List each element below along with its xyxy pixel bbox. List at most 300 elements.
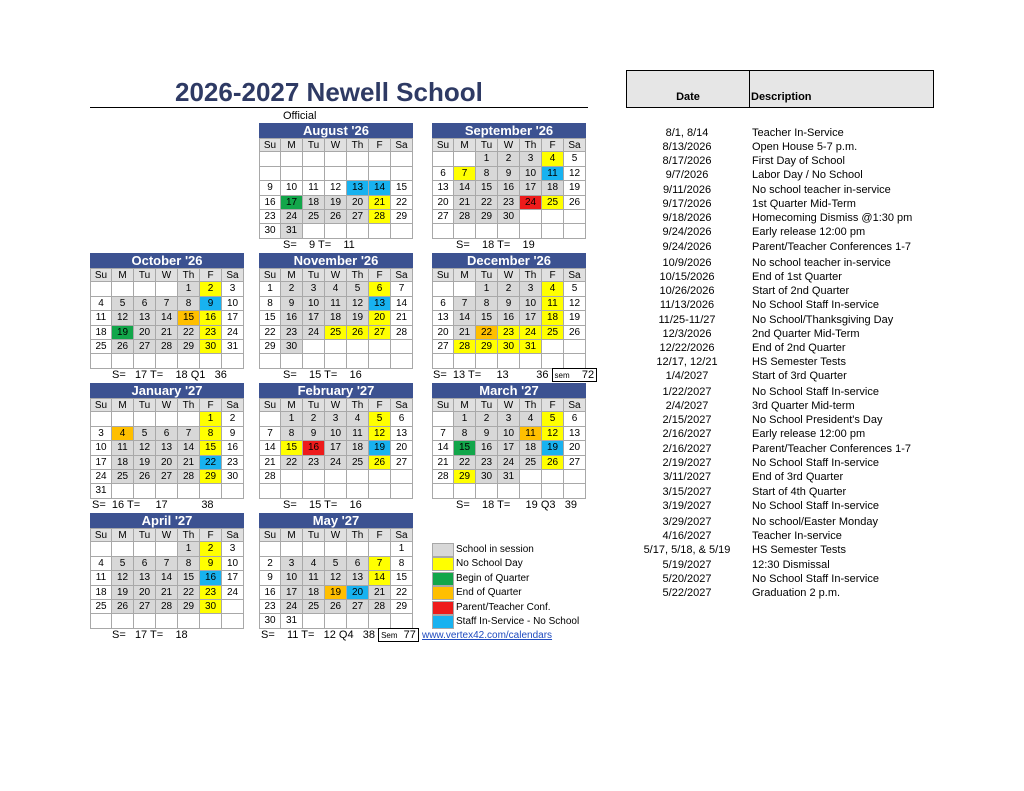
- day-cell: 28: [156, 600, 178, 614]
- day-cell: 9: [303, 427, 325, 441]
- month-title: January '27: [90, 383, 244, 398]
- day-cell: 26: [369, 456, 391, 470]
- day-cell: 27: [432, 340, 454, 354]
- day-cell: 2: [281, 282, 303, 296]
- weekday-label: Tu: [303, 398, 325, 412]
- day-cell: 23: [476, 456, 498, 470]
- events-date-header: Date: [627, 71, 750, 107]
- day-cell: 16: [222, 441, 244, 455]
- summary-september: S= 18 T= 19: [456, 239, 535, 251]
- weekday-label: Su: [259, 268, 281, 282]
- weekday-label: F: [200, 268, 222, 282]
- day-cell: 15: [391, 571, 413, 585]
- day-cell: 8: [178, 297, 200, 311]
- event-row: [626, 442, 1024, 456]
- day-cell: [432, 152, 454, 166]
- day-cell: [564, 340, 586, 354]
- day-cell: [325, 484, 347, 498]
- day-cell: 24: [222, 326, 244, 340]
- weekday-label: W: [498, 398, 520, 412]
- day-cell: [200, 614, 222, 628]
- day-cell: [303, 470, 325, 484]
- event-row: [626, 485, 1024, 499]
- legend-swatch: [432, 557, 454, 571]
- weekday-label: Sa: [391, 138, 413, 152]
- day-cell: 16: [498, 311, 520, 325]
- day-cell: [303, 224, 325, 238]
- day-cell: [178, 614, 200, 628]
- day-cell: [391, 167, 413, 181]
- day-cell: [369, 224, 391, 238]
- day-cell: 10: [222, 297, 244, 311]
- event-description: End of 1st Quarter: [752, 271, 842, 283]
- day-cell: 26: [112, 340, 134, 354]
- day-cell: 10: [498, 427, 520, 441]
- day-cell: 17: [281, 196, 303, 210]
- day-cell: 30: [281, 340, 303, 354]
- day-cell: 9: [259, 571, 281, 585]
- day-cell: 25: [90, 340, 112, 354]
- day-cell: 26: [325, 210, 347, 224]
- event-date: 5/17, 5/18, & 5/19: [643, 544, 731, 556]
- day-cell: [347, 542, 369, 556]
- day-cell: 25: [542, 196, 564, 210]
- day-cell: 22: [281, 456, 303, 470]
- day-cell: 20: [391, 441, 413, 455]
- day-cell: [90, 354, 112, 368]
- day-cell: 13: [134, 571, 156, 585]
- day-cell: 15: [281, 441, 303, 455]
- event-row: [626, 385, 1024, 399]
- day-cell: 8: [476, 297, 498, 311]
- day-cell: 23: [303, 456, 325, 470]
- day-cell: [347, 224, 369, 238]
- month-calendar: [432, 123, 586, 239]
- event-date: 12/17, 12/21: [656, 356, 718, 368]
- event-description: First Day of School: [752, 155, 845, 167]
- day-cell: 2: [476, 412, 498, 426]
- day-cell: 6: [134, 557, 156, 571]
- day-cell: [325, 224, 347, 238]
- day-cell: [303, 167, 325, 181]
- month-title: October '26: [90, 253, 244, 268]
- day-cell: 26: [134, 470, 156, 484]
- day-cell: [542, 210, 564, 224]
- month-grid: [432, 268, 586, 369]
- day-cell: [200, 354, 222, 368]
- day-cell: 19: [112, 326, 134, 340]
- day-cell: 1: [476, 152, 498, 166]
- day-cell: 6: [369, 282, 391, 296]
- day-cell: [112, 542, 134, 556]
- month-calendar: [90, 383, 244, 499]
- day-cell: 26: [347, 326, 369, 340]
- day-cell: 1: [281, 412, 303, 426]
- day-cell: 9: [259, 181, 281, 195]
- day-cell: 25: [112, 470, 134, 484]
- day-cell: [369, 354, 391, 368]
- event-row: [626, 126, 1024, 140]
- event-description: No school/Easter Monday: [752, 516, 878, 528]
- day-cell: 14: [454, 311, 476, 325]
- weekday-label: M: [281, 398, 303, 412]
- event-row: [626, 586, 1024, 600]
- day-cell: 18: [520, 441, 542, 455]
- day-cell: 27: [391, 456, 413, 470]
- day-cell: 7: [391, 282, 413, 296]
- day-cell: [90, 282, 112, 296]
- day-cell: [281, 484, 303, 498]
- event-row: [626, 341, 1024, 355]
- day-cell: 28: [391, 326, 413, 340]
- day-cell: 30: [498, 210, 520, 224]
- day-cell: [303, 484, 325, 498]
- day-cell: 21: [259, 456, 281, 470]
- day-cell: 7: [156, 297, 178, 311]
- weekday-label: M: [454, 138, 476, 152]
- weekday-label: Sa: [222, 528, 244, 542]
- day-cell: [520, 470, 542, 484]
- event-date: 10/26/2026: [659, 285, 715, 297]
- day-cell: 17: [90, 456, 112, 470]
- day-cell: 22: [476, 196, 498, 210]
- day-cell: [454, 224, 476, 238]
- weekday-label: Th: [347, 268, 369, 282]
- day-cell: 10: [520, 297, 542, 311]
- day-cell: [391, 340, 413, 354]
- weekday-label: M: [112, 398, 134, 412]
- month-grid: [432, 138, 586, 239]
- day-cell: 9: [222, 427, 244, 441]
- event-row: [626, 413, 1024, 427]
- day-cell: 16: [200, 311, 222, 325]
- day-cell: 29: [259, 340, 281, 354]
- event-description: Parent/Teacher Conferences 1-7: [752, 241, 911, 253]
- summary-october: S= 17 T= 18 Q1 36: [112, 369, 227, 381]
- weekday-label: F: [542, 398, 564, 412]
- day-cell: 25: [347, 456, 369, 470]
- day-cell: 27: [134, 600, 156, 614]
- day-cell: [259, 542, 281, 556]
- event-date: 9/24/2026: [662, 241, 712, 253]
- day-cell: 19: [564, 181, 586, 195]
- event-date: 2/16/2027: [662, 428, 712, 440]
- day-cell: [347, 484, 369, 498]
- day-cell: [112, 484, 134, 498]
- day-cell: 9: [498, 167, 520, 181]
- day-cell: 20: [347, 586, 369, 600]
- weekday-label: Tu: [134, 528, 156, 542]
- day-cell: 17: [520, 311, 542, 325]
- weekday-label: W: [325, 138, 347, 152]
- day-cell: [112, 354, 134, 368]
- day-cell: [303, 152, 325, 166]
- weekday-label: F: [369, 268, 391, 282]
- summary-january: S= 16 T= 17 38: [92, 499, 214, 511]
- day-cell: [134, 354, 156, 368]
- day-cell: 31: [498, 470, 520, 484]
- weekday-label: M: [112, 268, 134, 282]
- day-cell: 18: [90, 326, 112, 340]
- day-cell: 24: [325, 456, 347, 470]
- day-cell: 24: [303, 326, 325, 340]
- day-cell: 20: [369, 311, 391, 325]
- day-cell: 5: [112, 297, 134, 311]
- event-description: Start of 4th Quarter: [752, 486, 847, 498]
- event-description: No School Staff In-service: [752, 299, 879, 311]
- day-cell: 24: [520, 196, 542, 210]
- day-cell: [391, 484, 413, 498]
- month-calendar: [259, 513, 413, 629]
- day-cell: 13: [432, 311, 454, 325]
- event-description: 1st Quarter Mid-Term: [752, 198, 856, 210]
- day-cell: 9: [498, 297, 520, 311]
- day-cell: 13: [369, 297, 391, 311]
- day-cell: 1: [178, 542, 200, 556]
- day-cell: [391, 470, 413, 484]
- month-grid: [259, 268, 413, 369]
- day-cell: 4: [347, 412, 369, 426]
- day-cell: [259, 412, 281, 426]
- weekday-label: Sa: [222, 268, 244, 282]
- event-row: [626, 284, 1024, 298]
- day-cell: 10: [520, 167, 542, 181]
- day-cell: 5: [325, 557, 347, 571]
- day-cell: [90, 614, 112, 628]
- day-cell: 4: [325, 282, 347, 296]
- event-description: Start of 3rd Quarter: [752, 370, 847, 382]
- event-date: 12/22/2026: [659, 342, 715, 354]
- weekday-label: Su: [259, 138, 281, 152]
- day-cell: 25: [303, 210, 325, 224]
- day-cell: 20: [134, 586, 156, 600]
- day-cell: [259, 167, 281, 181]
- day-cell: [347, 167, 369, 181]
- day-cell: 2: [498, 282, 520, 296]
- day-cell: 23: [498, 196, 520, 210]
- day-cell: 11: [520, 427, 542, 441]
- day-cell: [112, 412, 134, 426]
- day-cell: [432, 484, 454, 498]
- day-cell: 6: [432, 167, 454, 181]
- day-cell: 13: [347, 571, 369, 585]
- day-cell: 24: [498, 456, 520, 470]
- day-cell: 13: [564, 427, 586, 441]
- weekday-label: Sa: [564, 268, 586, 282]
- event-row: [626, 183, 1024, 197]
- weekday-label: Th: [347, 138, 369, 152]
- day-cell: [303, 340, 325, 354]
- day-cell: [454, 484, 476, 498]
- event-date: 2/19/2027: [662, 457, 712, 469]
- day-cell: 30: [200, 600, 222, 614]
- day-cell: 10: [222, 557, 244, 571]
- vertex42-link[interactable]: www.vertex42.com/calendars: [421, 630, 553, 641]
- weekday-label: M: [454, 268, 476, 282]
- day-cell: [564, 484, 586, 498]
- legend-swatch: [432, 586, 454, 600]
- day-cell: 24: [281, 600, 303, 614]
- day-cell: [564, 354, 586, 368]
- day-cell: 19: [325, 586, 347, 600]
- weekday-label: Sa: [564, 398, 586, 412]
- day-cell: 7: [156, 557, 178, 571]
- day-cell: 23: [200, 326, 222, 340]
- day-cell: [156, 412, 178, 426]
- day-cell: 26: [564, 196, 586, 210]
- event-description: No school teacher in-service: [752, 184, 891, 196]
- page-title: 2026-2027 Newell School: [175, 77, 483, 107]
- day-cell: 29: [476, 340, 498, 354]
- month-calendar: [259, 383, 413, 499]
- day-cell: [369, 484, 391, 498]
- day-cell: 15: [200, 441, 222, 455]
- day-cell: 6: [564, 412, 586, 426]
- weekday-label: Th: [347, 398, 369, 412]
- day-cell: 23: [498, 326, 520, 340]
- event-date: 9/17/2026: [662, 198, 712, 210]
- day-cell: [391, 224, 413, 238]
- day-cell: 31: [281, 224, 303, 238]
- day-cell: [542, 340, 564, 354]
- day-cell: 21: [178, 456, 200, 470]
- day-cell: 22: [200, 456, 222, 470]
- day-cell: 12: [564, 167, 586, 181]
- day-cell: 18: [347, 441, 369, 455]
- day-cell: 3: [222, 542, 244, 556]
- day-cell: 18: [542, 311, 564, 325]
- weekday-label: M: [281, 138, 303, 152]
- day-cell: 6: [432, 297, 454, 311]
- weekday-label: W: [325, 528, 347, 542]
- day-cell: 20: [134, 326, 156, 340]
- day-cell: 5: [134, 427, 156, 441]
- summary-december: S= 13 T= 13 36 sem 72: [433, 369, 597, 382]
- event-row: [626, 197, 1024, 211]
- day-cell: 28: [369, 210, 391, 224]
- day-cell: [178, 412, 200, 426]
- day-cell: [454, 354, 476, 368]
- day-cell: [369, 167, 391, 181]
- day-cell: [498, 484, 520, 498]
- day-cell: 1: [178, 282, 200, 296]
- event-description: Teacher In-service: [752, 530, 842, 542]
- events-description-header: Description: [751, 91, 812, 103]
- day-cell: 2: [303, 412, 325, 426]
- event-row: [626, 369, 1024, 383]
- day-cell: 6: [391, 412, 413, 426]
- day-cell: 4: [542, 152, 564, 166]
- day-cell: 12: [112, 311, 134, 325]
- day-cell: 19: [112, 586, 134, 600]
- day-cell: 17: [222, 571, 244, 585]
- day-cell: 7: [454, 297, 476, 311]
- weekday-label: Su: [259, 528, 281, 542]
- event-row: [626, 529, 1024, 543]
- event-row: [626, 499, 1024, 513]
- summary-november: S= 15 T= 16: [283, 369, 362, 381]
- day-cell: 30: [222, 470, 244, 484]
- day-cell: 9: [281, 297, 303, 311]
- day-cell: [391, 614, 413, 628]
- day-cell: [498, 354, 520, 368]
- day-cell: [347, 152, 369, 166]
- day-cell: 9: [200, 557, 222, 571]
- event-date: 8/17/2026: [662, 155, 712, 167]
- event-date: 5/22/2027: [662, 587, 712, 599]
- day-cell: 24: [222, 586, 244, 600]
- day-cell: 8: [454, 427, 476, 441]
- day-cell: [200, 484, 222, 498]
- day-cell: [112, 282, 134, 296]
- event-row: [626, 140, 1024, 154]
- day-cell: 11: [90, 311, 112, 325]
- event-date: 8/1, 8/14: [665, 127, 709, 139]
- day-cell: [542, 224, 564, 238]
- event-row: [626, 154, 1024, 168]
- event-row: [626, 270, 1024, 284]
- day-cell: 3: [520, 282, 542, 296]
- weekday-label: Sa: [564, 138, 586, 152]
- event-description: End of 2nd Quarter: [752, 342, 846, 354]
- day-cell: 5: [542, 412, 564, 426]
- day-cell: 3: [90, 427, 112, 441]
- event-date: 12/3/2026: [662, 328, 712, 340]
- weekday-label: F: [369, 528, 391, 542]
- day-cell: 21: [369, 196, 391, 210]
- weekday-label: F: [200, 528, 222, 542]
- weekday-label: Tu: [303, 528, 325, 542]
- day-cell: [325, 340, 347, 354]
- day-cell: 28: [432, 470, 454, 484]
- day-cell: 14: [259, 441, 281, 455]
- day-cell: 27: [347, 600, 369, 614]
- month-calendar: [90, 513, 244, 629]
- day-cell: 28: [369, 600, 391, 614]
- day-cell: 14: [432, 441, 454, 455]
- event-date: 11/13/2026: [659, 299, 715, 311]
- event-row: [626, 399, 1024, 413]
- event-row: [626, 543, 1024, 557]
- day-cell: [347, 470, 369, 484]
- legend-swatch: [432, 572, 454, 586]
- day-cell: [303, 614, 325, 628]
- day-cell: 13: [347, 181, 369, 195]
- weekday-label: Sa: [391, 398, 413, 412]
- month-title: November '26: [259, 253, 413, 268]
- weekday-label: F: [200, 398, 222, 412]
- weekday-label: Su: [432, 398, 454, 412]
- day-cell: [156, 484, 178, 498]
- day-cell: 27: [369, 326, 391, 340]
- weekday-label: W: [325, 398, 347, 412]
- weekday-label: Tu: [303, 138, 325, 152]
- month-title: December '26: [432, 253, 586, 268]
- day-cell: 19: [542, 441, 564, 455]
- weekday-label: Th: [520, 138, 542, 152]
- event-date: 8/13/2026: [662, 141, 712, 153]
- day-cell: 15: [259, 311, 281, 325]
- day-cell: 29: [200, 470, 222, 484]
- event-description: End of 3rd Quarter: [752, 471, 844, 483]
- event-date: 1/22/2027: [662, 386, 712, 398]
- day-cell: 14: [178, 441, 200, 455]
- day-cell: 2: [259, 557, 281, 571]
- day-cell: [134, 282, 156, 296]
- day-cell: [222, 600, 244, 614]
- month-calendar: [432, 383, 586, 499]
- month-title: September '26: [432, 123, 586, 138]
